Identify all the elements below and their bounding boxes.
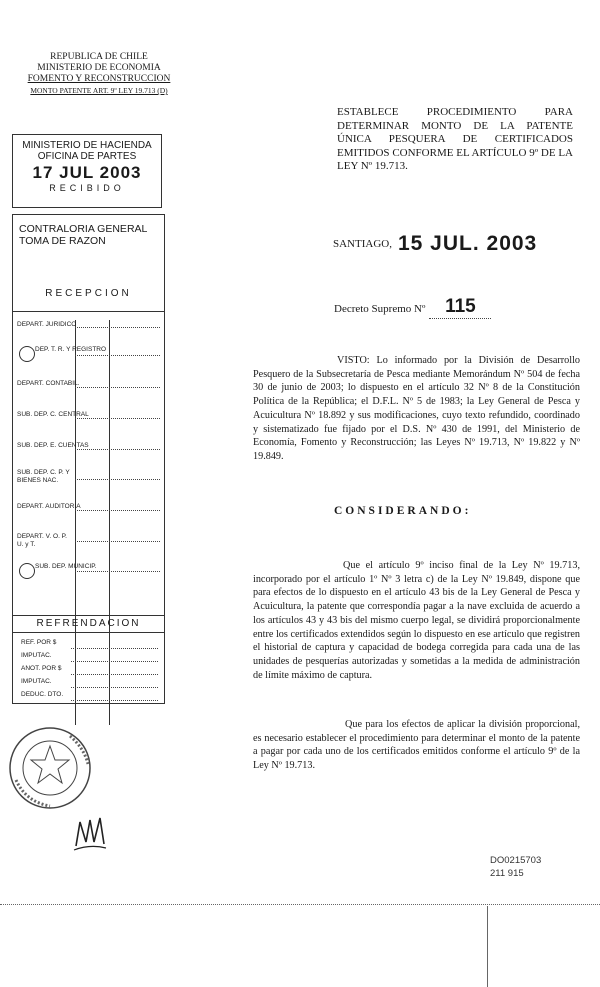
circle-mark: [19, 563, 35, 579]
dept-vopu: DEPART. V. O. P. U. y T.: [17, 533, 67, 548]
divider: [13, 632, 164, 633]
reference-code: [490, 854, 541, 880]
decree-number-line: [334, 296, 491, 319]
ref-row-1: REF. POR $: [21, 639, 57, 646]
refrendacion-label: REFRENDACION: [36, 618, 141, 629]
dept-auditoria: DEPART. AUDITORIA: [17, 503, 81, 510]
dept-registro: DEP. T. R. Y REGISTRO: [35, 346, 107, 353]
ref-row-5: DEDUC. DTO.: [21, 691, 64, 698]
ministry-header: [14, 52, 184, 96]
dept-contabil: DEPART. CONTABIL.: [17, 380, 80, 387]
ref-row-3: ANOT. POR $: [21, 665, 62, 672]
decree-label: Decreto Supremo Nº: [334, 303, 426, 315]
ministry-seal-icon: [6, 724, 94, 812]
code-line-1: DO0215703: [490, 855, 542, 866]
stamp-ministry: MINISTERIO DE HACIENDA: [22, 140, 152, 151]
considerando-paragraph-2: Que para los efectos de aplicar la división proporcional, es necesario establecer el procedimiento para determinar el monto de la patente a pagar por cada uno de los certificados emitidos conforme el artículo 9º de la Ley Nº 19.713.: [253, 719, 580, 772]
right-margin-line: [487, 906, 488, 987]
contraloria-line-1: CONTRALORIA GENERAL: [19, 223, 148, 235]
contraloria-reception-box: [12, 214, 165, 704]
bottom-divider: [0, 904, 600, 905]
stamp-office: OFICINA DE PARTES: [37, 151, 137, 162]
hacienda-received-stamp: [12, 134, 162, 208]
header-line-3: FOMENTO Y RECONSTRUCCION: [27, 74, 171, 84]
divider: [13, 615, 164, 616]
divider: [13, 311, 164, 312]
dept-cuentas: SUB. DEP. E. CUENTAS: [17, 442, 89, 449]
header-line-1: REPUBLICA DE CHILE: [50, 52, 148, 62]
considerando-paragraph-1: Que el artículo 9º inciso final de la Ley Nº 19.713, incorporado por el artículo 1º Nº 3 letra c) de la Ley Nº 19.849, dispone que para efectos de lo dispuesto en el artículo 43 bis de la Ley General de Pesca y Acuicultura, la patente que correspondía pagar a la nave excluida de acuerdo a los artículos 43 y 43 bis del mismo cuerpo legal, se dividirá proporcionalmente entre los certificados extendidos según lo dispuesto en ese artículo que registren el historial de captura y capacidad de bodega corregida para cada una de las unidades de pesquerías autorizadas y sometidas a la medida de administración de límite máximo de captura.: [253, 560, 580, 681]
stamp-status: RECIBIDO: [49, 183, 125, 193]
decree-number: 115: [429, 296, 491, 319]
contraloria-heading: [19, 223, 147, 247]
decree-date: 15 JUL. 2003: [397, 232, 538, 255]
dept-central: SUB. DEP. C. CENTRAL: [17, 411, 89, 418]
handwritten-initials-icon: [72, 812, 110, 854]
considerando-heading: CONSIDERANDO:: [334, 505, 472, 517]
code-line-2: 211 915: [490, 868, 524, 879]
grid-column-line: [109, 320, 110, 725]
ref-row-4: IMPUTAC.: [21, 678, 52, 685]
header-line-2: MINISTERIO DE ECONOMIA: [37, 63, 161, 73]
dept-bienes: SUB. DEP. C. P. Y BIENES NAC.: [17, 469, 70, 484]
ref-row-2: IMPUTAC.: [21, 652, 52, 659]
header-line-4: MONTO PATENTE ART. 9º LEY 19.713 (D): [30, 86, 168, 95]
place-label: SANTIAGO,: [333, 238, 392, 250]
contraloria-line-2: TOMA DE RAZON: [19, 235, 106, 247]
stamp-date: 17 JUL 2003: [32, 163, 142, 182]
place-date-line: [333, 232, 537, 256]
visto-paragraph: VISTO: Lo informado por la División de Desarrollo Pesquero de la Subsecretaría de Pesca mediante Memorándum Nº 504 de fecha 30 de junio de 2003; lo dispuesto en el artículo 32 Nº 8 de la Constitución Política de la República; el D.F.L. Nº 5 de 1983; la Ley General de Pesca y Acuicultura Nº 18.892 y sus modificaciones, cuyo texto refundido, coordinado y sistematizado fue fijado por el D.S. Nº 430 de 1991, del Ministerio de Economía, Fomento y Reconstrucción; las Leyes Nº 19.713, Nº 19.822 y Nº 19.849.: [253, 355, 580, 462]
reception-label: RECEPCION: [45, 288, 132, 299]
dept-municip: SUB. DEP. MUNICIP.: [35, 563, 97, 570]
dept-juridico: DEPART. JURIDICO: [17, 321, 77, 328]
document-title: ESTABLECE PROCEDIMIENTO PARA DETERMINAR MONTO DE LA PATENTE ÚNICA PESQUERA DE CERTIFICADOS EMITIDOS CONFORME EL ARTÍCULO 9º DE LA LEY Nº 19.713.: [337, 106, 573, 172]
circle-mark: [19, 346, 35, 362]
